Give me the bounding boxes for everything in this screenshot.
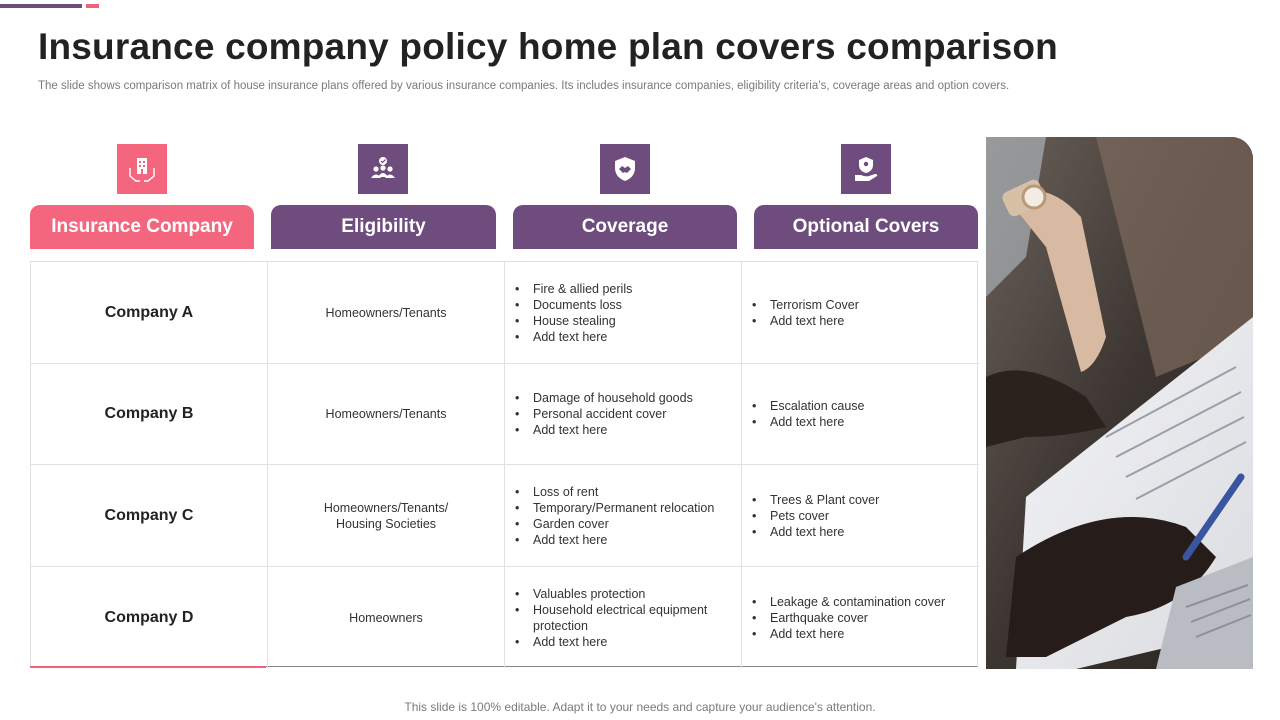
hand-shield-icon	[841, 144, 891, 194]
document-review-photo	[986, 137, 1253, 669]
eligibility-text: Homeowners	[349, 610, 423, 625]
coverage-list	[515, 484, 714, 548]
list-item: • Leakage & contamination cover	[752, 594, 945, 610]
eligibility-cell	[268, 262, 505, 364]
eligibility-cell	[268, 567, 505, 668]
column-header-optional-covers: Optional Covers	[754, 205, 978, 249]
list-item: • Valuables protection	[515, 586, 707, 602]
slide-title: Insurance company policy home plan covers comparison	[38, 26, 1058, 67]
list-item: • Household electrical equipment	[515, 602, 707, 618]
eligibility-cell	[268, 364, 505, 465]
eligibility-text: Homeowners/Tenants/	[323, 500, 449, 515]
eligibility-text: Homeowners/Tenants	[325, 407, 447, 421]
list-item: • Garden cover	[515, 516, 714, 532]
list-item-continuation: protection	[533, 618, 588, 633]
column-header-insurance-company: Insurance Company	[30, 205, 254, 249]
list-item: • House stealing	[515, 313, 632, 329]
coverage-cell	[505, 262, 742, 364]
list-item: • Documents loss	[515, 297, 632, 313]
optional-cell	[742, 465, 979, 567]
coverage-list	[515, 281, 632, 345]
list-item: • Trees & Plant cover	[752, 492, 879, 508]
coverage-cell	[505, 567, 742, 668]
list-item: • Loss of rent	[515, 484, 714, 500]
slide-footer: This slide is 100% editable. Adapt it to your needs and capture your audience's attention.	[404, 700, 876, 714]
list-item: • Add text here	[515, 634, 707, 650]
eligibility-text: Housing Societies	[335, 516, 437, 531]
company-cell: Company A	[31, 262, 268, 364]
building-hands-icon	[117, 144, 167, 194]
slide-subtitle: The slide shows comparison matrix of house insurance plans offered by various insurance companies. Its includes insurance companies, eligibility criteria’s, coverage areas and option covers.	[38, 80, 1010, 92]
list-item: • Pets cover	[752, 508, 879, 524]
company-cell: Company B	[31, 364, 268, 465]
coverage-list	[515, 390, 693, 438]
list-item: • Personal accident cover	[515, 406, 693, 422]
list-item: • Add text here	[515, 329, 632, 345]
list-item: • Add text here	[752, 626, 945, 642]
column-header-coverage: Coverage	[513, 205, 737, 249]
list-item: • Earthquake cover	[752, 610, 945, 626]
optional-cell	[742, 364, 979, 465]
coverage-cell	[505, 465, 742, 567]
optional-list	[752, 297, 859, 329]
list-item: • Temporary/Permanent relocation	[515, 500, 714, 516]
coverage-list	[515, 586, 707, 650]
column-header-eligibility: Eligibility	[271, 205, 496, 249]
team-check-icon	[358, 144, 408, 194]
optional-list	[752, 594, 945, 642]
eligibility-text: Homeowners/Tenants	[325, 305, 447, 320]
company-cell: Company D	[31, 567, 268, 668]
comparison-table	[30, 261, 978, 667]
company-cell: Company C	[31, 465, 268, 567]
coverage-cell	[505, 364, 742, 465]
optional-list	[752, 492, 879, 540]
list-item: • Add text here	[515, 422, 693, 438]
first-column-accent-line	[30, 666, 266, 668]
list-item: • Escalation cause	[752, 398, 865, 414]
optional-list	[752, 398, 865, 430]
eligibility-cell	[268, 465, 505, 567]
list-item: • Add text here	[752, 313, 859, 329]
list-item: • Damage of household goods	[515, 390, 693, 406]
list-item: • Terrorism Cover	[752, 297, 859, 313]
accent-bar-purple	[0, 4, 82, 8]
list-item: • Add text here	[752, 414, 865, 430]
shield-handshake-icon	[600, 144, 650, 194]
list-item: • Fire & allied perils	[515, 281, 632, 297]
optional-cell	[742, 262, 979, 364]
list-item: • Add text here	[752, 524, 879, 540]
accent-bar-pink	[86, 4, 99, 8]
list-item: • Add text here	[515, 532, 714, 548]
optional-cell	[742, 567, 979, 668]
